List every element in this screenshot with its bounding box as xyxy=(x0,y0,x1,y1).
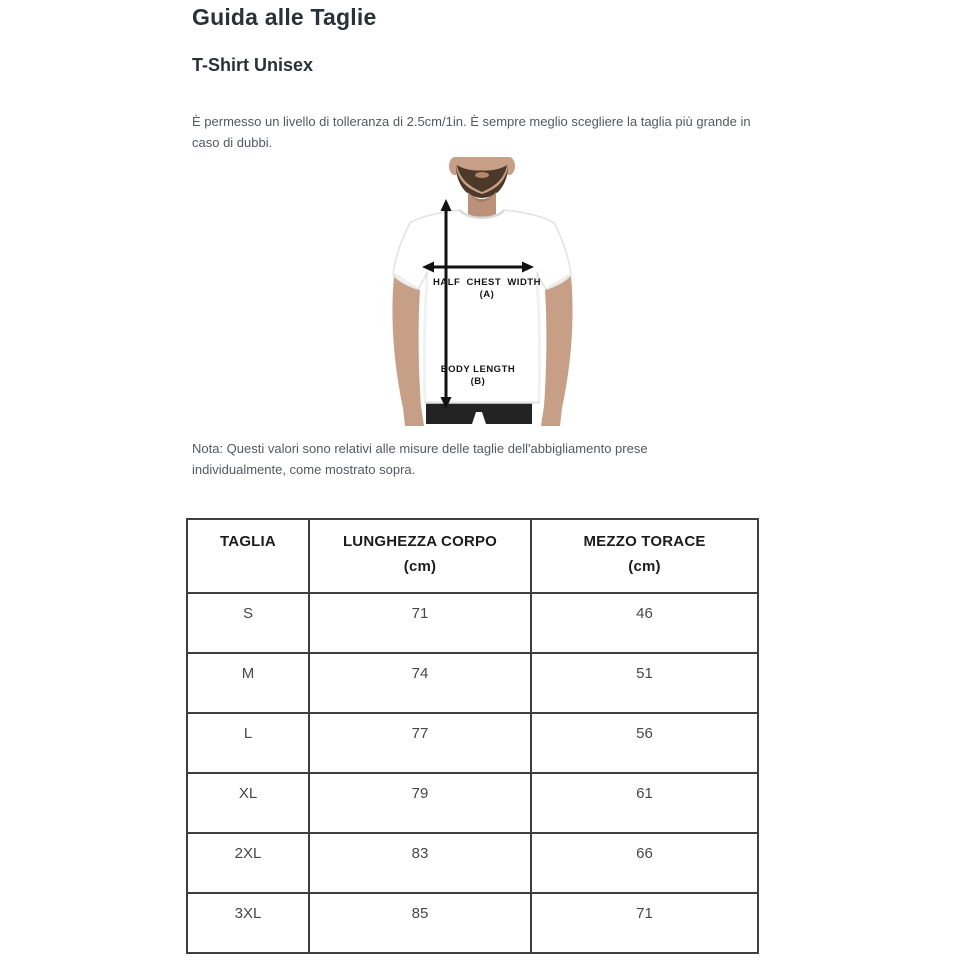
product-subtitle: T-Shirt Unisex xyxy=(192,55,314,75)
page-title: Guida alle Taglie xyxy=(192,4,377,30)
half-chest-label: HALF CHEST WIDTH xyxy=(433,277,541,288)
column-header-label: MEZZO TORACE xyxy=(583,533,706,550)
column-unit-label: (cm) xyxy=(403,558,437,575)
body-length-cell: 79 xyxy=(309,773,531,833)
table-row-3xl xyxy=(187,893,758,953)
table-row-2xl xyxy=(187,833,758,893)
column-header-lunghezza-corpo xyxy=(309,519,531,593)
body-length-cell: 71 xyxy=(309,593,531,653)
measurement-note: Nota: Questi valori sono relativi alle misure delle taglie dell'abbigliamento prese individualmente, come mostrato sopra. xyxy=(192,441,648,477)
size-cell: S xyxy=(187,593,309,653)
size-cell: M xyxy=(187,653,309,713)
size-cell: 2XL xyxy=(187,833,309,893)
table-row-xl xyxy=(187,773,758,833)
tolerance-note: È permesso un livello di tolleranza di 2.5cm/1in. È sempre meglio scegliere la taglia più grande in caso di dubbi. xyxy=(192,114,751,150)
table-row-m xyxy=(187,653,758,713)
half-chest-cell: 46 xyxy=(531,593,758,653)
size-cell: 3XL xyxy=(187,893,309,953)
size-table xyxy=(186,518,759,954)
half-chest-cell: 71 xyxy=(531,893,758,953)
body-length-ref: (B) xyxy=(470,376,486,387)
body-length-cell: 85 xyxy=(309,893,531,953)
body-length-cell: 83 xyxy=(309,833,531,893)
size-cell: XL xyxy=(187,773,309,833)
body-length-cell: 74 xyxy=(309,653,531,713)
model-pants xyxy=(426,403,532,424)
half-chest-cell: 51 xyxy=(531,653,758,713)
column-header-taglia xyxy=(187,519,309,593)
column-header-mezzo-torace xyxy=(531,519,758,593)
tshirt-diagram xyxy=(360,152,665,426)
size-cell: L xyxy=(187,713,309,773)
table-row-l xyxy=(187,713,758,773)
column-unit-label: (cm) xyxy=(628,558,661,575)
half-chest-cell: 61 xyxy=(531,773,758,833)
table-row-s xyxy=(187,593,758,653)
model-head xyxy=(449,157,515,218)
body-length-label: BODY LENGTH xyxy=(440,364,516,375)
tshirt-measurement-image xyxy=(360,152,665,426)
column-header-label: TAGLIA xyxy=(220,533,276,550)
column-header-label: LUNGHEZZA CORPO xyxy=(342,533,498,550)
half-chest-cell: 66 xyxy=(531,833,758,893)
half-chest-ref: (A) xyxy=(479,289,495,300)
table-header-row xyxy=(187,519,758,593)
half-chest-cell: 56 xyxy=(531,713,758,773)
body-length-cell: 77 xyxy=(309,713,531,773)
